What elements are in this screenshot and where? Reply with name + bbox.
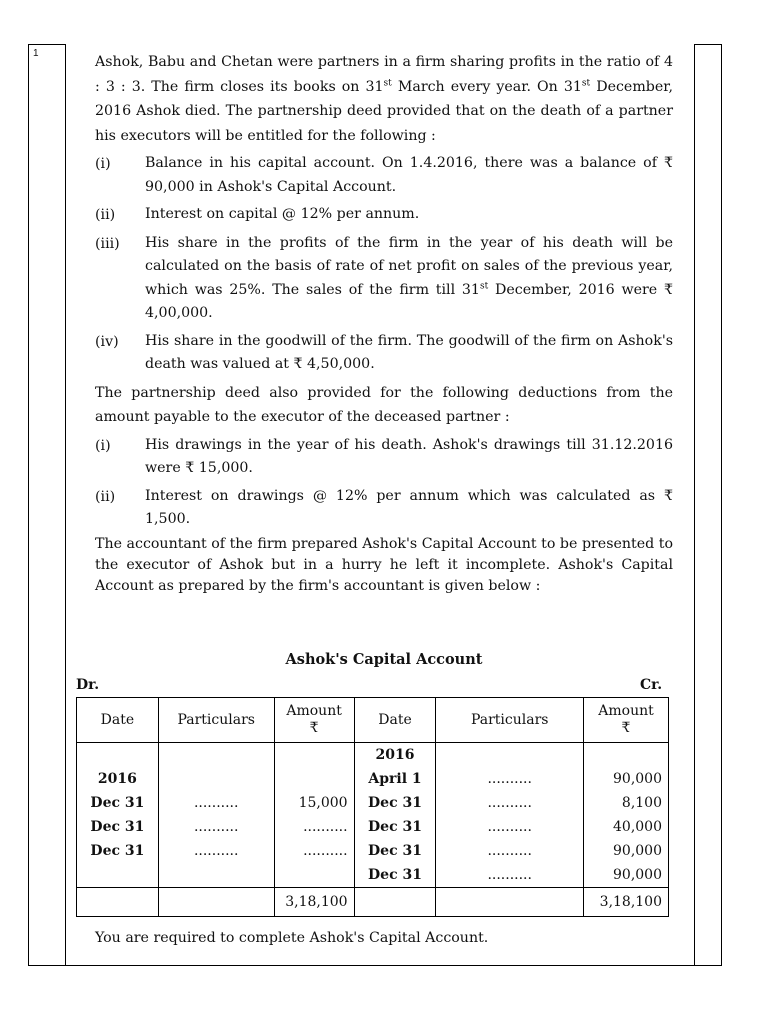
account-title: Ashok's Capital Account	[285, 651, 483, 668]
table-total-row	[77, 888, 669, 917]
instruction-text: You are required to complete Ashok's Capital Account.	[95, 930, 489, 946]
dr-dates-cell: 2016 Dec 31 Dec 31 Dec 31	[77, 743, 159, 888]
dr-date-header: Date	[77, 698, 159, 743]
entitlement-item: (ii) Interest on capital @ 12% per annum.	[95, 206, 420, 223]
left-rule	[65, 44, 66, 966]
capital-account-table	[76, 697, 669, 917]
cr-total: 3,18,100	[584, 888, 669, 917]
intro-paragraph: Ashok, Babu and Chetan were partners in a firm sharing profits in the ratio of 4 : 3 : 3. The firm closes its books on 31st March every year. On 31st December, 2016 Ashok died. The partnership deed provided that on the death of a partner his executors will be entitled for the following :	[95, 54, 673, 144]
dr-particulars-header: Particulars	[158, 698, 274, 743]
dr-label: Dr.	[76, 677, 100, 693]
cr-amount-header: Amount ₹	[584, 698, 669, 743]
entitlement-item: (iii) His share in the profits of the firm in the year of his death will be calculated on the basis of rate of net profit on sales of the previous year, which was 25%. The sales of the firm till 31st December, 2016 were ₹ 4,00,000.	[95, 234, 673, 321]
cr-particulars-cell: .......... .......... .......... .......... ..........	[436, 743, 584, 888]
deductions-intro: The partnership deed also provided for the following deductions from the amount payable to the executor of the deceased partner :	[95, 384, 673, 425]
entitlement-item: (i) Balance in his capital account. On 1.4.2016, there was a balance of ₹ 90,000 in Ashok's Capital Account.	[95, 155, 673, 195]
table-body-row	[77, 743, 669, 888]
dr-total: 3,18,100	[274, 888, 354, 917]
cr-amounts-cell: 90,000 8,100 40,000 90,000 90,000	[584, 743, 669, 888]
entitlement-item: (iv) His share in the goodwill of the firm. The goodwill of the firm on Ashok's death was valued at ₹ 4,50,000.	[95, 332, 673, 372]
deduction-item: (ii) Interest on drawings @ 12% per annum which was calculated as ₹ 1,500.	[95, 487, 673, 527]
question-number: 1	[33, 48, 39, 59]
cr-dates-cell: 2016 April 1 Dec 31 Dec 31 Dec 31 Dec 31	[354, 743, 436, 888]
table-header-row	[77, 698, 669, 743]
question-body	[95, 50, 673, 597]
bottom-rule	[28, 965, 722, 966]
dr-amounts-cell: 15,000 .......... ..........	[274, 743, 354, 888]
deduction-item: (i) His drawings in the year of his death. Ashok's drawings till 31.12.2016 were ₹ 15,000.	[95, 436, 673, 476]
cr-particulars-header: Particulars	[436, 698, 584, 743]
left-margin-frame	[28, 44, 65, 966]
accountant-note: The accountant of the firm prepared Ashok's Capital Account to be presented to the executor of Ashok but in a hurry he left it incomplete. Ashok's Capital Account as prepared by the firm's accountant is given below :	[95, 535, 673, 594]
dr-particulars-cell: .......... .......... ..........	[158, 743, 274, 888]
cr-date-header: Date	[354, 698, 436, 743]
right-margin-frame	[694, 44, 722, 966]
cr-label: Cr.	[640, 677, 663, 693]
dr-amount-header: Amount ₹	[274, 698, 354, 743]
